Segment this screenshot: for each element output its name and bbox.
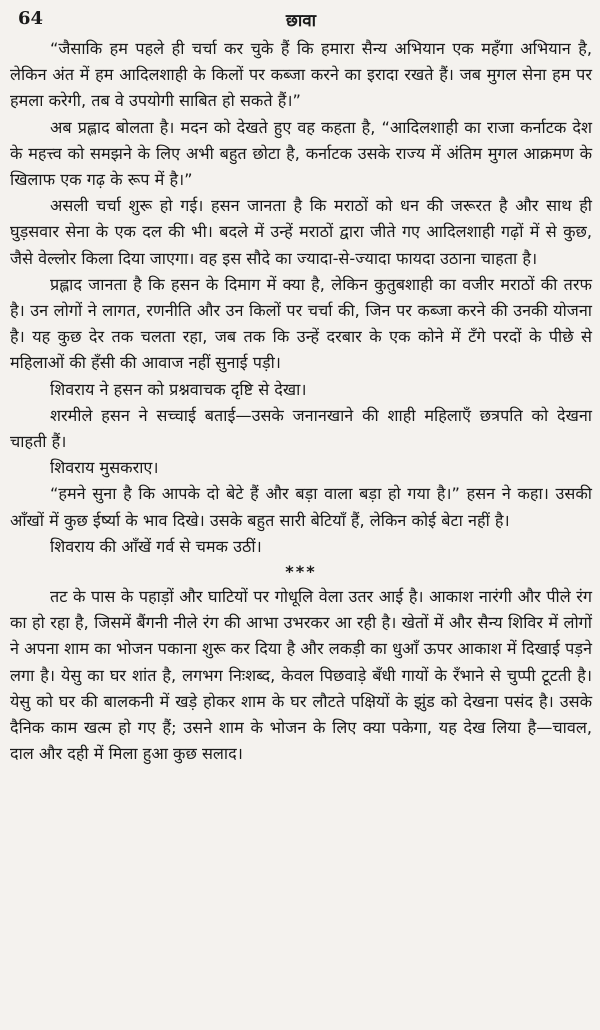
page-body	[10, 36, 592, 767]
running-title: छावा	[285, 11, 317, 31]
paragraph: असली चर्चा शुरू हो गई। हसन जानता है कि मराठों को धन की जरूरत है और साथ ही घुड़सवार सेना के एक दल की भी। बदले में उन्हें मराठों द्वारा जीते गए आदिलशाही गढ़ों में से कुछ, जैसे वेल्लोर किला दिया जाएगा। वह इस सौदे का ज्यादा-से-ज्यादा फायदा उठाना चाहता है।	[10, 196, 592, 268]
paragraph: अब प्रह्लाद बोलता है। मदन को देखते हुए वह कहता है, “आदिलशाही का राजा कर्नाटक देश के महत्त्व को समझने के लिए अभी बहुत छोटा है, कर्नाटक उसके राज्य में अंतिम मुगल आक्रमण के खिलाफ एक गढ़ के रूप में है।”	[10, 117, 592, 190]
paragraph: शिवराय की आँखें गर्व से चमक उठीं।	[50, 536, 262, 556]
paragraph: शिवराय मुसकराए।	[50, 458, 159, 478]
section-break: ***	[285, 562, 317, 582]
paragraph: तट के पास के पहाड़ों और घाटियों पर गोधूलि वेला उतर आई है। आकाश नारंगी और पीले रंग का हो रहा है, जिसमें बैंगनी नीले रंग की आभा उभरकर आ रही है। खेतों में और सैन्य शिविर में लोगों ने अपना शाम का भोजन पकाना शुरू कर दिया है और लकड़ी का धुआँ ऊपर आकाश में दिखाई पड़ने लगा है। येसु का घर शांत है, लगभग निःशब्द, केवल पिछवाड़े बँधी गायों के रँभाने से चुप्पी टूटती है। येसु को घर की बालकनी में खड़े होकर शाम के घर लौटते पक्षियों के झुंड को देखना पसंद है। उसके दैनिक काम खत्म हो गए हैं; उसने शाम के भोजन के लिए क्या पकेगा, यह देख लिया है—चावल, दाल और दही में मिला हुआ कुछ सलाद।	[10, 587, 592, 764]
paragraph: शिवराय ने हसन को प्रश्नवाचक दृष्टि से देखा।	[50, 379, 307, 399]
paragraph: “हमने सुना है कि आपके दो बेटे हैं और बड़ा वाला बड़ा हो गया है।” हसन ने कहा। उसकी आँखों में कुछ ईर्ष्या के भाव दिखे। उसके बहुत सारी बेटियाँ हैं, लेकिन कोई बेटा नहीं है।	[10, 484, 592, 530]
paragraph: प्रह्लाद जानता है कि हसन के दिमाग में क्या है, लेकिन कुतुबशाही का वजीर मराठों की तरफ है। उन लोगों ने लागत, रणनीति और उन किलों पर चर्चा की, जिन पर कब्जा करने की उनकी योजना है। यह कुछ देर तक चलता रहा, जब तक कि उन्हें दरबार के एक कोने में टँगे परदों के पीछे से महिलाओं की हँसी की आवाज नहीं सुनाई पड़ी।	[10, 274, 592, 373]
page-header	[10, 0, 592, 36]
paragraph: शरमीले हसन ने सच्चाई बताई—उसके जनानखाने की शाही महिलाएँ छत्रपति को देखना चाहती हैं।	[10, 405, 592, 452]
page-number: 64	[18, 8, 44, 29]
paragraph: “जैसाकि हम पहले ही चर्चा कर चुके हैं कि हमारा सैन्य अभियान एक महँगा अभियान है, लेकिन अंत में हम आदिलशाही के किलों पर कब्जा करने का इरादा रखते हैं। जब मुगल सेना हम पर हमला करेगी, तब वे उपयोगी साबित हो सकते हैं।”	[10, 39, 592, 111]
